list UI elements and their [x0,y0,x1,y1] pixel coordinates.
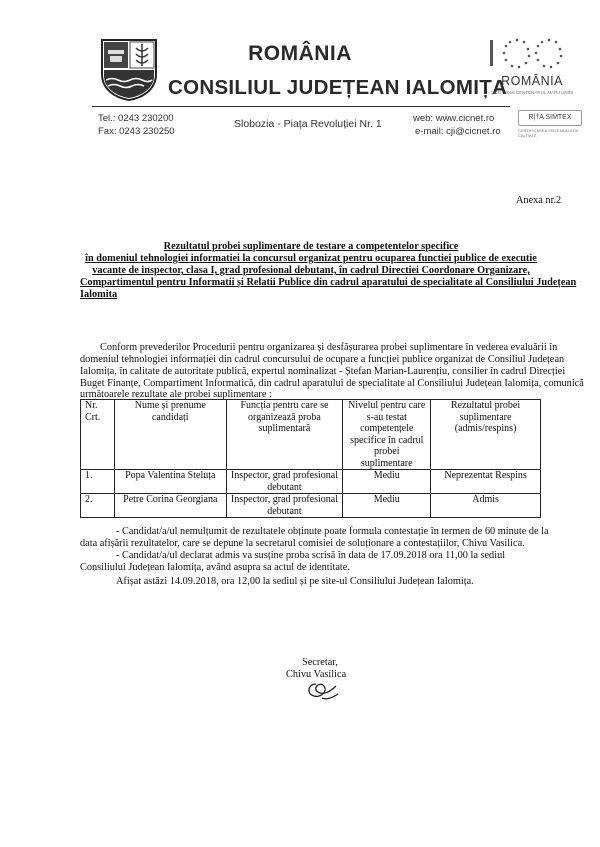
intro-paragraph-line: Conform prevederilor Procedurii pentru organizarea și desfășurarea probei suplimentare în vederea evaluării în [100,342,558,353]
posted-statement: Afișat astăzi 14.09.2018, ora 12,00 la sediul și pe site-ul Consiliului Județean Ialomița. [116,576,474,587]
col-header-level: Nivelul pentru care s-au testat competențele specifice în cadrul probei suplimentare [343,400,431,470]
annex-label: Anexa nr.2 [516,195,562,206]
contact-email: e-mail: cji@cicnet.ro [415,126,501,137]
document-title-line: în domeniul tehnologiei informatiei la concursul organizat pentru ocuparea functiei publice de executie [85,253,537,264]
table-row [81,470,541,494]
document-title-line: Compartimentul pentru Informatii și Relatii Publice din cadrul aparatului de specialitate al Consiliului Județean [80,277,577,288]
col-header-function: Funcția pentru care se organizează proba suplimentară [226,400,343,470]
cell-level: Mediu [343,494,431,518]
handwritten-signature-icon [302,678,342,702]
table-row [81,494,541,518]
certification-logo: R|†A SIMTEX [518,110,582,126]
cell-result: Admis [431,494,541,518]
signature-name: Chivu Vasilica [286,669,347,680]
table-header-row [81,400,541,470]
contact-fax: Fax: 0243 230250 [98,126,175,137]
centenary-logo-text: ROMÂNIA [501,74,563,88]
document-title-line: vacante de inspector, clasa I, grad profesional debutant, în cadrul Directiei Coordonare Organizare, [92,265,530,276]
cell-level: Mediu [343,470,431,494]
contact-tel: Tel.: 0243 230200 [98,113,174,124]
document-title-line: Ialomita [80,289,118,300]
centenary-logo-subtitle: 1918 · 2018 CENTENARUL MARII UNIRI [490,90,574,95]
results-table [80,399,541,518]
contact-web: web: www.cicnet.ro [413,113,495,124]
col-header-result: Rezultatul probei suplimentare (admis/respins) [431,400,541,470]
cell-name: Popa Valentina Steluța [114,470,226,494]
intro-paragraph-line: Buget Finanțe, Compartiment Informatică, din cadrul aparatului de specialitate al Consiliului Județean Ialomița, comunică [80,378,584,389]
cell-function: Inspector, grad profesional debutant [226,470,343,494]
centenary-100-logo-icon [474,36,574,98]
country-heading: ROMÂNIA [248,42,352,65]
certification-logo-subtitle: CERTIFICAREA SISTEMULUI DE CALITATE [518,128,579,138]
note-line: - Candidat/a/ul declarat admis va susține proba scrisă în data de 17.09.2018 ora 11,00 la sediul [116,550,506,561]
intro-paragraph-line: Ialomița, în calitate de autoritate publică, expertul nominalizat - Ștefan Marian-Laurențiu, consilier în cadrul Direcției [80,366,566,377]
contact-address: Slobozia - Piața Revoluției Nr. 1 [234,118,382,130]
institution-heading: CONSILIUL JUDEȚEAN IALOMIȚA [168,76,508,99]
cell-result: Neprezentat Respins [431,470,541,494]
note-line: - Candidat/a/ul nemulțumit de rezultatele obținute poate formula contestație în termen de 60 minute de la [116,526,549,537]
intro-paragraph-line: domeniul tehnologiei informației din cadrul concursului de ocupare a funcției publice organizat de Consiliul Județean [80,354,565,365]
col-header-name: Nume și prenume candidați [114,400,226,470]
cell-name: Petre Corina Georgiana [114,494,226,518]
header-divider [92,106,510,107]
note-line: Consiliului Județean Ialomița, având asupra sa actul de identitate. [80,562,350,573]
cell-nr: 2. [81,494,115,518]
cell-function: Inspector, grad profesional debutant [226,494,343,518]
signature-role: Secretar, [302,657,338,668]
note-line: data afișării rezultatelor, care se depune la secretarul comisiei de soluționare a contestațiilor, Chivu Vasilica. [80,538,525,549]
col-header-nr: Nr. Crt. [81,400,115,470]
document-title-line: Rezultatul probei suplimentare de testare a competentelor specifice [163,241,459,252]
cell-nr: 1. [81,470,115,494]
intro-paragraph-line: următoarele rezultate ale probei suplimentare : [80,389,272,400]
